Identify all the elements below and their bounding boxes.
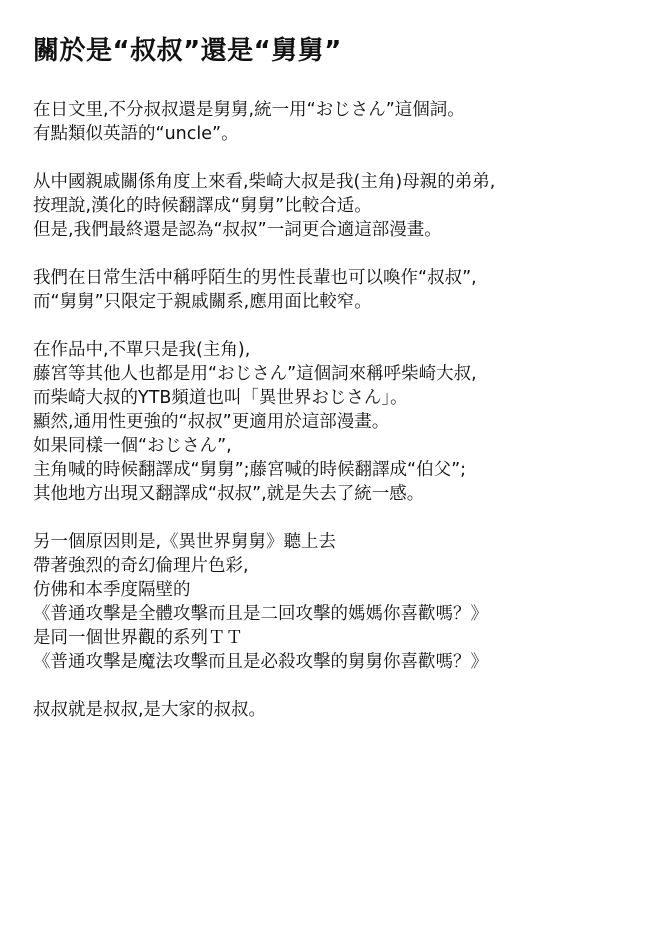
text-line: 而柴崎大叔的YTB頻道也叫「異世界おじさん」。 xyxy=(33,388,408,408)
text-line: 藤宮等其他人也都是用“おじさん”這個詞來稱呼柴崎大叔, xyxy=(33,364,477,384)
text-line: 从中國親戚關係角度上來看,柴崎大叔是我(主角)母親的弟弟, xyxy=(33,172,496,192)
text-line: 其他地方出現又翻譯成“叔叔”,就是失去了統一感。 xyxy=(33,484,425,504)
paragraph-4 xyxy=(33,338,650,506)
text-line: 另一個原因則是,《異世界舅舅》聽上去 xyxy=(33,532,337,552)
text-line: 但是,我們最終還是認為“叔叔”一詞更合適這部漫畫。 xyxy=(33,220,442,240)
paragraph-5 xyxy=(33,530,650,674)
text-line: 在作品中,不單只是我(主角), xyxy=(33,340,251,360)
text-line: 《普通攻擊是魔法攻擊而且是必殺攻擊的舅舅你喜歡嗎？》 xyxy=(33,652,488,672)
text-line: 顯然,通用性更強的“叔叔”更適用於這部漫畫。 xyxy=(33,412,390,432)
paragraph-2 xyxy=(33,170,650,242)
paragraph-6 xyxy=(33,698,650,722)
text-line: 而“舅舅”只限定于親戚關系,應用面比較窄。 xyxy=(33,292,372,312)
text-line: 是同一個世界觀的系列ＴＴ xyxy=(33,628,243,648)
text-line: 有點類似英語的“uncle”。 xyxy=(33,124,239,144)
text-line: 叔叔就是叔叔,是大家的叔叔。 xyxy=(33,700,267,720)
paragraph-1 xyxy=(33,98,650,146)
text-line: 帶著強烈的奇幻倫理片色彩, xyxy=(33,556,249,576)
text-line: 我們在日常生活中稱呼陌生的男性長輩也可以喚作“叔叔”, xyxy=(33,268,477,288)
text-line: 主角喊的時候翻譯成“舅舅”;藤宮喊的時候翻譯成“伯父”; xyxy=(33,460,467,480)
paragraph-3 xyxy=(33,266,650,314)
text-line: 仿佛和本季度隔壁的 xyxy=(33,580,191,600)
note-title: 關於是“叔叔”還是“舅舅” xyxy=(33,36,342,66)
text-line: 《普通攻擊是全體攻擊而且是二回攻擊的媽媽你喜歡嗎？》 xyxy=(33,604,488,624)
text-line: 在日文里,不分叔叔還是舅舅,統一用“おじさん”這個詞。 xyxy=(33,100,465,120)
text-line: 如果同樣一個“おじさん”, xyxy=(33,436,232,456)
text-line: 按理說,漢化的時候翻譯成“舅舅”比較合适。 xyxy=(33,196,372,216)
